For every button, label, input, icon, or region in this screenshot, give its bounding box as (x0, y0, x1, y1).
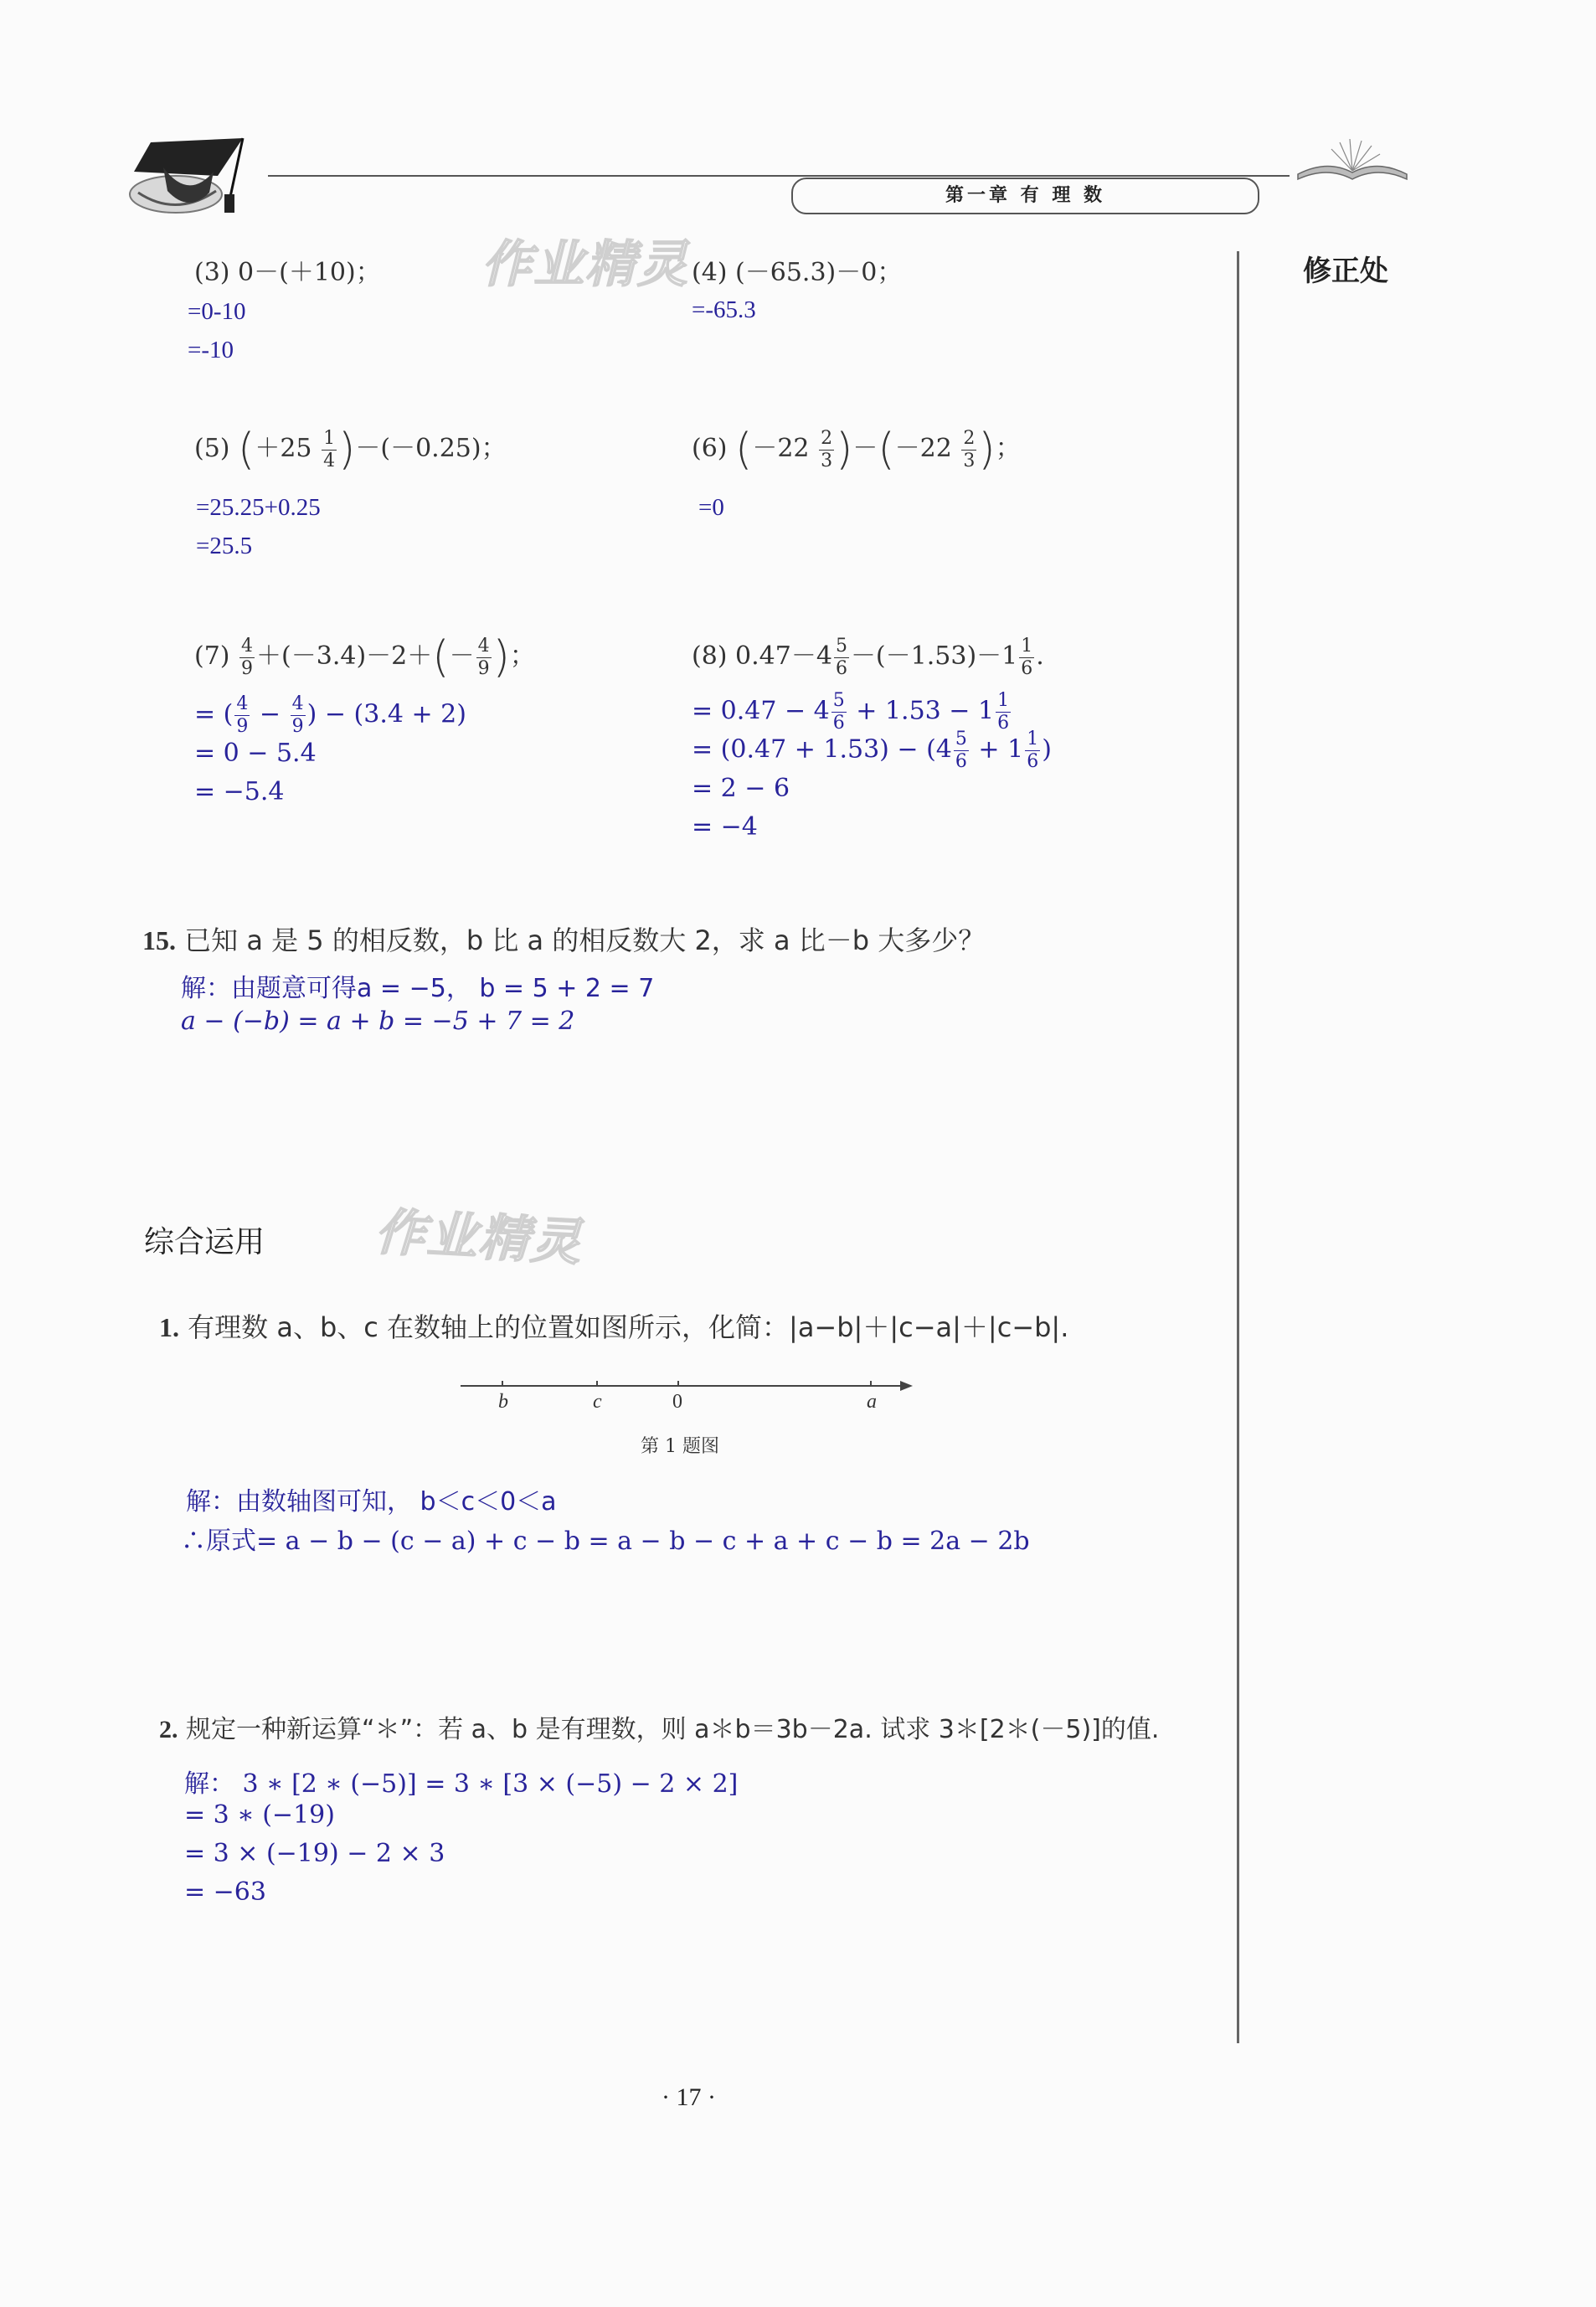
answer-8-line-4: = −4 (692, 812, 758, 842)
question-15: 15. 已知 a 是 5 的相反数，b 比 a 的相反数大 2，求 a 比－b 大多少？ (142, 924, 986, 956)
sidebar-divider (1237, 251, 1239, 2043)
fraction: $\frac{5}{6}$ (835, 635, 847, 679)
answer-8-line-3: = 2 − 6 (692, 774, 790, 803)
answer-8-line-1: = 0.47 − 4 $\frac{5}{6}$ + 1.53 − 1 $\frac{1}{6}$ (692, 690, 1010, 734)
answer-15-line-1: 解：由题意可得a = −5， b = 5 + 2 = 7 (181, 974, 655, 1003)
chapter-title: 第一章 有 理 数 (945, 185, 1105, 206)
answer-2-line-1: 解： 3 ∗ [2 ∗ (−5)] = 3 ∗ [3 × (−5) − 2 × 2] (184, 1769, 739, 1799)
answer-1-line-1: 解：由数轴图可知， b＜c＜0＜a (186, 1487, 557, 1517)
page-number: · 17 · (662, 2083, 716, 2111)
answer-3-line-2: =-10 (188, 337, 234, 363)
correction-label: 修正处 (1303, 255, 1388, 288)
fraction: $\frac{4}{9}$ (477, 635, 490, 679)
answer-6-line-1: =0 (698, 494, 724, 521)
answer-4-line-1: =-65.3 (692, 296, 756, 323)
open-book-icon (1290, 134, 1415, 184)
problem-3: (3) 0－(＋10)； (194, 258, 381, 287)
fraction: $\frac{2}{3}$ (821, 427, 833, 471)
number-line-figure (456, 1369, 917, 1419)
answer-2-line-4: = −63 (184, 1877, 266, 1907)
watermark: 作业精灵 (373, 1202, 584, 1273)
answer-5-line-2: =25.5 (196, 533, 253, 559)
problem-4: (4) (－65.3)－0； (692, 258, 903, 287)
figure-caption: 第 1 题图 (641, 1436, 719, 1457)
fraction: $\frac{1}{6}$ (1021, 635, 1033, 679)
axis-label-0: 0 (672, 1391, 682, 1413)
graduation-cap-icon (117, 117, 260, 226)
watermark: 作业精灵 (481, 235, 689, 294)
answer-15-line-2: a − (−b) = a + b = −5 + 7 = 2 (181, 1007, 575, 1036)
answer-3-line-1: =0-10 (188, 298, 246, 325)
problem-5: (5) (＋25 $\frac{1}{4}$ )－(－0.25)； (194, 425, 507, 475)
axis-label-a: a (867, 1391, 877, 1413)
axis-label-b: b (498, 1391, 508, 1413)
answer-7-line-3: = −5.4 (194, 777, 285, 806)
question-1: 1. 有理数 a、b、c 在数轴上的位置如图所示，化简：|a−b|＋|c−a|＋|c−b|. (159, 1311, 1069, 1343)
answer-2-line-3: = 3 × (−19) − 2 × 3 (184, 1839, 445, 1868)
answer-8-line-2: = (0.47 + 1.53) − (4 $\frac{5}{6}$ + 1 $\frac{1}{6}$ ) (692, 729, 1052, 772)
fraction: $\frac{1}{4}$ (323, 427, 336, 471)
section-title: 综合运用 (144, 1225, 265, 1259)
problem-6: (6) (－22 $\frac{2}{3}$ )－(－22 $\frac{2}{3}$ )； (692, 425, 1021, 475)
header-rule (268, 175, 1290, 177)
problem-8: (8) 0.47－4 $\frac{5}{6}$ －(－1.53)－1 $\frac{1}{6}$ . (692, 635, 1044, 679)
answer-7-line-2: = 0 − 5.4 (194, 739, 317, 768)
answer-1-line-2: ∴原式= a − b − (c − a) + c − b = a − b − c + a + c − b = 2a − 2b (181, 1527, 1030, 1556)
answer-5-line-1: =25.25+0.25 (196, 494, 321, 521)
chapter-banner (791, 178, 1259, 214)
fraction: $\frac{2}{3}$ (963, 427, 976, 471)
axis-label-c: c (593, 1391, 602, 1413)
answer-7-line-1: = ( $\frac{4}{9}$ − $\frac{4}{9}$ ) − (3.4 + 2) (194, 693, 466, 737)
question-2: 2. 规定一种新运算“＊”：若 a、b 是有理数，则 a＊b＝3b－2a. 试求 3＊[2＊(－5)]的值. (159, 1715, 1160, 1744)
answer-2-line-2: = 3 ∗ (−19) (184, 1800, 335, 1830)
problem-7: (7) $\frac{4}{9}$ ＋(－3.4)－2＋(－ $\frac{4}{9}$ )； (194, 632, 535, 682)
fraction: $\frac{4}{9}$ (241, 635, 254, 679)
